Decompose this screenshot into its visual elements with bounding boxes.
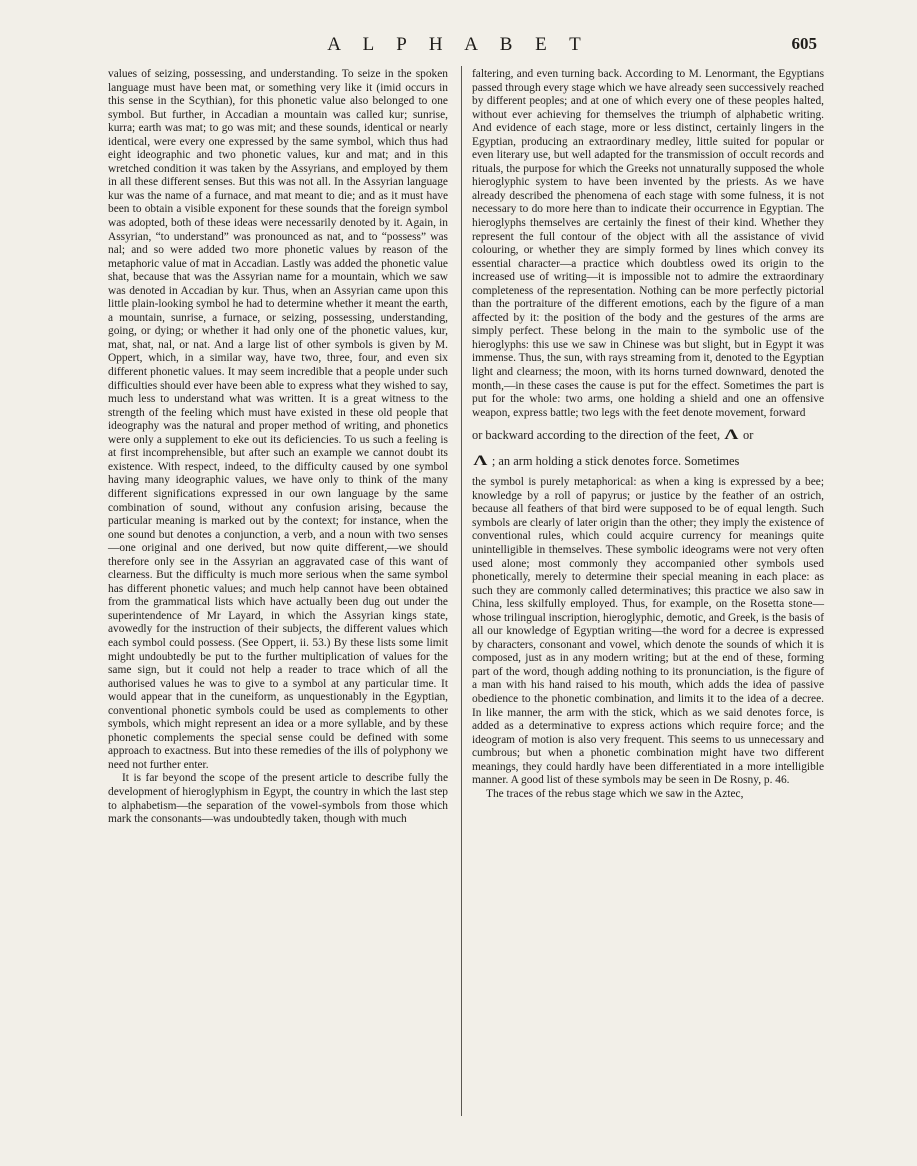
legs-backward-icon: Λ: [473, 453, 488, 470]
paragraph: values of seizing, possessing, and understanding. To seize in the spoken language must have been mat, or something very like it (imid occurs in this sense in the Scythian), for this phonetic value also belonged to one symbol. But further, in Accadian a mountain was called kur; sunrise, kurra; earth was mat; to go was mit; and these sounds, identical or nearly identical, were every one expressed by the same symbol, which thus had eight ideographic and two phonetic values, kur and mat; and in this wretched condition it was taken by the Assyrians, and employed by them in all these different senses. But this was not all. In the Assyrian language kur was the name of a furnace, and mat meant to die; and as it must have been to obtain a visible exponent for these sounds that the foreign symbol was adopted, both of these ideas were necessarily denoted by it. Again, in Assyrian, “to understand” was pronounced as nat, and to “possess” was nal; and so were added two more phonetic values by reason of the metaphoric value of mat in Accadian. Lastly was added the phonetic value shat, because that was the Assyrian name for a mountain, which we saw was denoted in Accadian by kur. Thus, when an Assyrian came upon this little plain-looking symbol he had to determine whether it meant the earth, a mountain, sunrise, a furnace, or seizing, possessing, understanding, going, or dying; or whether it had only one of the phonetic values, kur, mat, shat, nal, or nat. And a large list of other symbols is given by M. Oppert, which, in a similar way, have two, three, four, and even six different phonetic values. It may seem incredible that a people under such difficulties should ever have been able to express what they wished to say, much less to understand what was written. It is a great witness to the strength of the feeling which must have existed in these old people that ideography was the natural and proper method of writing, and phonetics were only a supplement to eke out its deficiencies. To us such a feeling is at first incomprehensible, but after such an example we cannot doubt its existence. With respect, indeed, to the difficulty caused by one symbol having many ideographic values, we have only to think of the many different significations expressed in our own language by the same combination of sound, without any confusion arising, because the particular meaning is marked out by the context; for instance, when the one sound but denotes a conjunction, a verb, and a noun with two senses—one original and one derived, but now quite different,—we should therefore only see in the Assyrian an aggravated case of this want of clearness. But the difficulty is much more serious when the same symbol has different phonetic values; and much help cannot have been obtained from the grammatical lists which have actually been dug out under the superintendence of Mr Layard, in which the Assyrian kings state, avowedly for the instruction of their subjects, the different values which each symbol could possess. (See Oppert, ii. 53.) By these lists some limit might undoubtedly be put to the further multiplication of values for the same sign, but it could not help a reader to trace which of all the authorised values he was to give to a symbol at any particular time. It would appear that in the cuneiform, as unquestionably in the Egyptian, conventional phonetic symbols could be used as complements to other symbols, which might represent an idea or a more syllable, and by these phonetic complements the special sense could be defined with some approach to exactness. But into these remedies of the ills of polyphony we need not further enter.: [108, 68, 448, 771]
page-header: [0, 34, 917, 60]
text-fragment: or: [743, 428, 754, 443]
column-divider: [461, 66, 462, 1116]
right-column: [472, 68, 824, 801]
text-fragment: or backward according to the direction of the feet,: [472, 428, 721, 443]
paragraph: The traces of the rebus stage which we saw in the Aztec,: [486, 787, 744, 800]
paragraph: faltering, and even turning back. According to M. Lenormant, the Egyptians passed through every stage which we have already seen successively reached by different peoples; and at one of which every one of these peoples halted, without ever achieving for themselves the triumph of alphabetic writing. And evidence of each stage, more or less distinct, certainly lingers in the Egyptian, producing an extraordinary medley, little suited for popular or even literary use, but well adapted for the transmission of occult records and rituals, the purpose for which the Greeks not unnaturally supposed the whole hieroglyphic system to have been invented by the priests. As we have already described the phenomena of each stage with some fulness, it is not necessary to do more here than to indicate their occurrence in Egyptian. The hieroglyphs themselves are certainly the finest of their kind. Whether they represent the full contour of the object with all the assistance of vivid colouring, or whether they are simply formed by lines which convey its essential character—a practice which doubtless owed its origin to the increased use of writing—it is impossible not to admire the extraordinary completeness of the representation. Nothing can be more perfectly pictorial than the portraiture of the different emotions, each by the figure of a man affected by it: the position of the body and the gestures of the arms are simply perfect. These belong in the main to the symbolic use of the hieroglyphs: this use we saw in Chinese was but slight, but in Egypt it was immense. Thus, the sun, with rays streaming from it, denoted to the Egyptian light and clearness; the moon, with its horns turned downward, denoted the month,—in these cases the cause is put for the effect. Sometimes the part is put for the whole: two arms, one holding a shield and one an offensive weapon, express battle; two legs with the feet denote movement, forward: [472, 68, 824, 419]
legs-forward-icon: Λ: [724, 427, 739, 444]
running-title: A L P H A B E T: [327, 34, 590, 55]
paragraph-figure-line-2: [472, 450, 824, 472]
paragraph: It is far beyond the scope of the present article to describe fully the development of hieroglyphism in Egypt, the country in which the last step to alphabetism—the separation of the vowel-symbols from those which mark the consonants—was undoubtedly taken, though with much: [108, 772, 448, 826]
paragraph: the symbol is purely metaphorical: as when a king is expressed by a bee; knowledge by a roll of papyrus; or justice by the feather of an ostrich, because all feathers of that bird were supposed to be of equal length. Such symbols are clearly of later origin than the other; they imply the existence of conventional rules, which could acquire currency for meanings quite unintelligible in themselves. These symbolic ideograms were not very often used alone; most commonly they accompanied other symbols used phonetically, merely to determine their special meaning in each place: as such they are commonly called determinatives; this practice we also saw in China, less skilfully employed. Thus, for example, on the Rosetta stone—whose trilingual inscription, hieroglyphic, demotic, and Greek, is the basis of all our knowledge of Egyptian writing—the word for a decree is expressed by characters, consonant and vowel, which denote the sounds of which it is composed, just as in any modern writing; but at the end of these, forming part of the word, though adding nothing to its pronunciation, is the figure of a man with his hand raised to his mouth, which adds the idea of passive obedience to the phonetic combination, and limits it to the idea of a decree. In like manner, the arm with the stick, which as we said denotes force, is added as a determinative to express actions which require force; and the ideogram of motion is also very frequent. This seems to us unnecessary and cumbrous; but when a phonetic combination might have two different meanings, they could hardly have been differentiated in a more intelligible manner. A good list of these symbols may be seen in De Rosny, p. 46.: [472, 476, 824, 787]
left-column: [108, 68, 448, 827]
page-number: 605: [791, 34, 817, 53]
paragraph-figure-line-1: [472, 424, 824, 446]
text-fragment: ; an arm holding a stick denotes force. Sometimes: [491, 454, 740, 469]
